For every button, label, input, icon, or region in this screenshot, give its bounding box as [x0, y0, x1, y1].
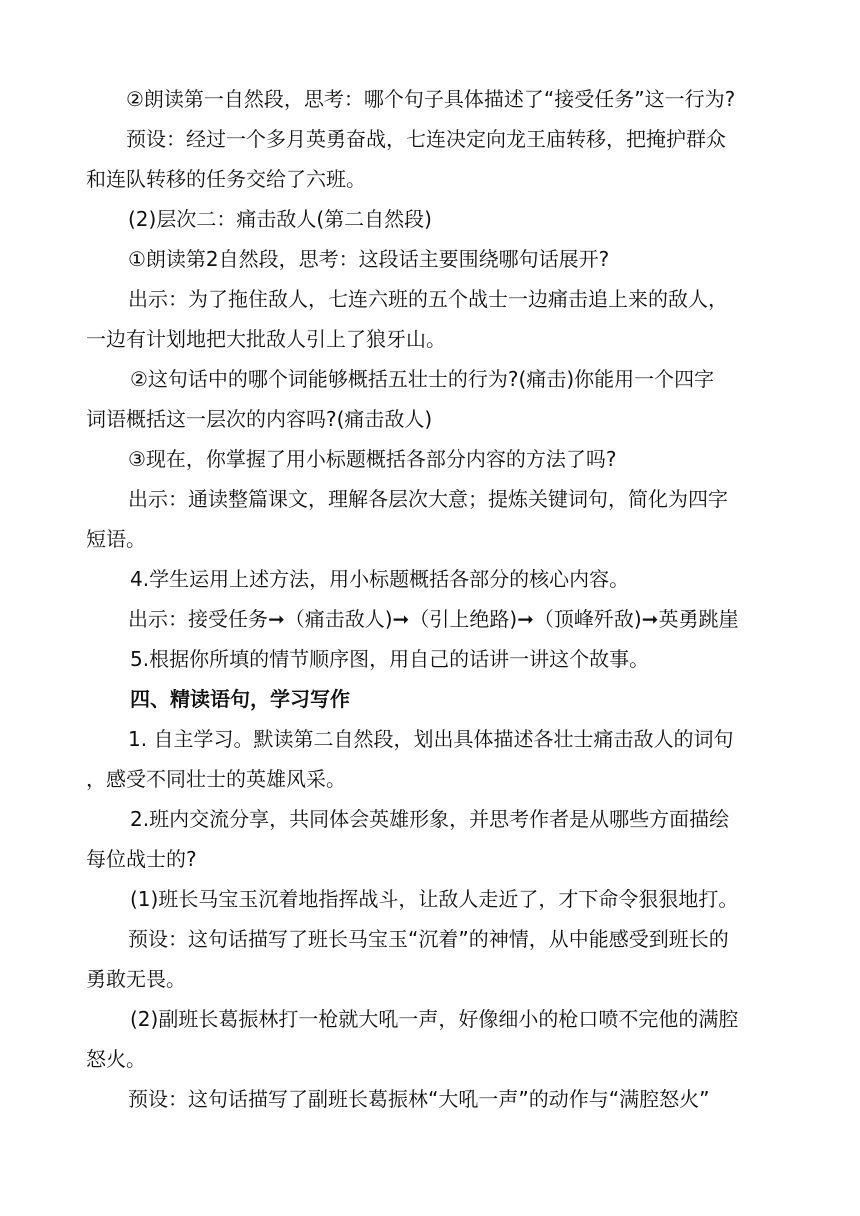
- text-line: 1. 自主学习。默读第二自然段，划出具体描述各壮士痛击敌人的词句: [128, 727, 734, 751]
- text-line: (2)副班长葛振林打一枪就大吼一声，好像细小的枪口喷不完他的满腔: [130, 1007, 739, 1031]
- section-heading: 四、精读语句，学习写作: [130, 687, 350, 711]
- text-line: 预设：经过一个多月英勇奋战，七连决定向龙王庙转移，把掩护群众: [126, 127, 726, 151]
- text-line: ③现在，你掌握了用小标题概括各部分内容的方法了吗?: [128, 447, 617, 471]
- text-line: 2.班内交流分享，共同体会英雄形象，并思考作者是从哪些方面描绘: [130, 807, 730, 831]
- text-line: (2)层次二：痛击敌人(第二自然段): [128, 207, 432, 231]
- text-line: 和连队转移的任务交给了六班。: [86, 167, 366, 191]
- text-line: 出示：通读整篇课文，理解各层次大意；提炼关键词句，简化为四字: [128, 487, 728, 511]
- text-line: ①朗读第2自然段，思考：这段话主要围绕哪句话展开?: [128, 247, 610, 271]
- text-line: 勇敢无畏。: [86, 967, 186, 991]
- text-line: ，感受不同壮士的英雄风采。: [86, 767, 346, 791]
- text-line: 5.根据你所填的情节顺序图，用自己的话讲一讲这个故事。: [130, 647, 650, 671]
- text-line: 怒火。: [86, 1047, 146, 1071]
- text-line: ②这句话中的哪个词能够概括五壮士的行为?(痛击)你能用一个四字: [130, 367, 715, 391]
- text-line: 一边有计划地把大批敌人引上了狼牙山。: [86, 327, 446, 351]
- text-line: 出示：接受任务➞（痛击敌人)➞（引上绝路)➞（顶峰歼敌)➞英勇跳崖: [128, 607, 739, 631]
- text-line: 预设：这句话描写了副班长葛振林“大吼一声”的动作与“满腔怒火”: [128, 1087, 710, 1111]
- text-line: (1)班长马宝玉沉着地指挥战斗，让敌人走近了，才下命令狠狠地打。: [130, 887, 739, 911]
- text-line: 每位战士的?: [86, 847, 197, 871]
- text-line: ②朗读第一自然段，思考：哪个句子具体描述了“接受任务”这一行为?: [126, 87, 736, 111]
- text-line: 词语概括这一层次的内容吗?(痛击敌人): [86, 407, 433, 431]
- text-line: 出示：为了拖住敌人，七连六班的五个战士一边痛击追上来的敌人，: [128, 287, 728, 311]
- text-line: 预设：这句话描写了班长马宝玉“沉着”的神情，从中能感受到班长的: [128, 927, 729, 951]
- text-line: 短语。: [86, 527, 146, 551]
- text-line: 4.学生运用上述方法，用小标题概括各部分的核心内容。: [130, 567, 630, 591]
